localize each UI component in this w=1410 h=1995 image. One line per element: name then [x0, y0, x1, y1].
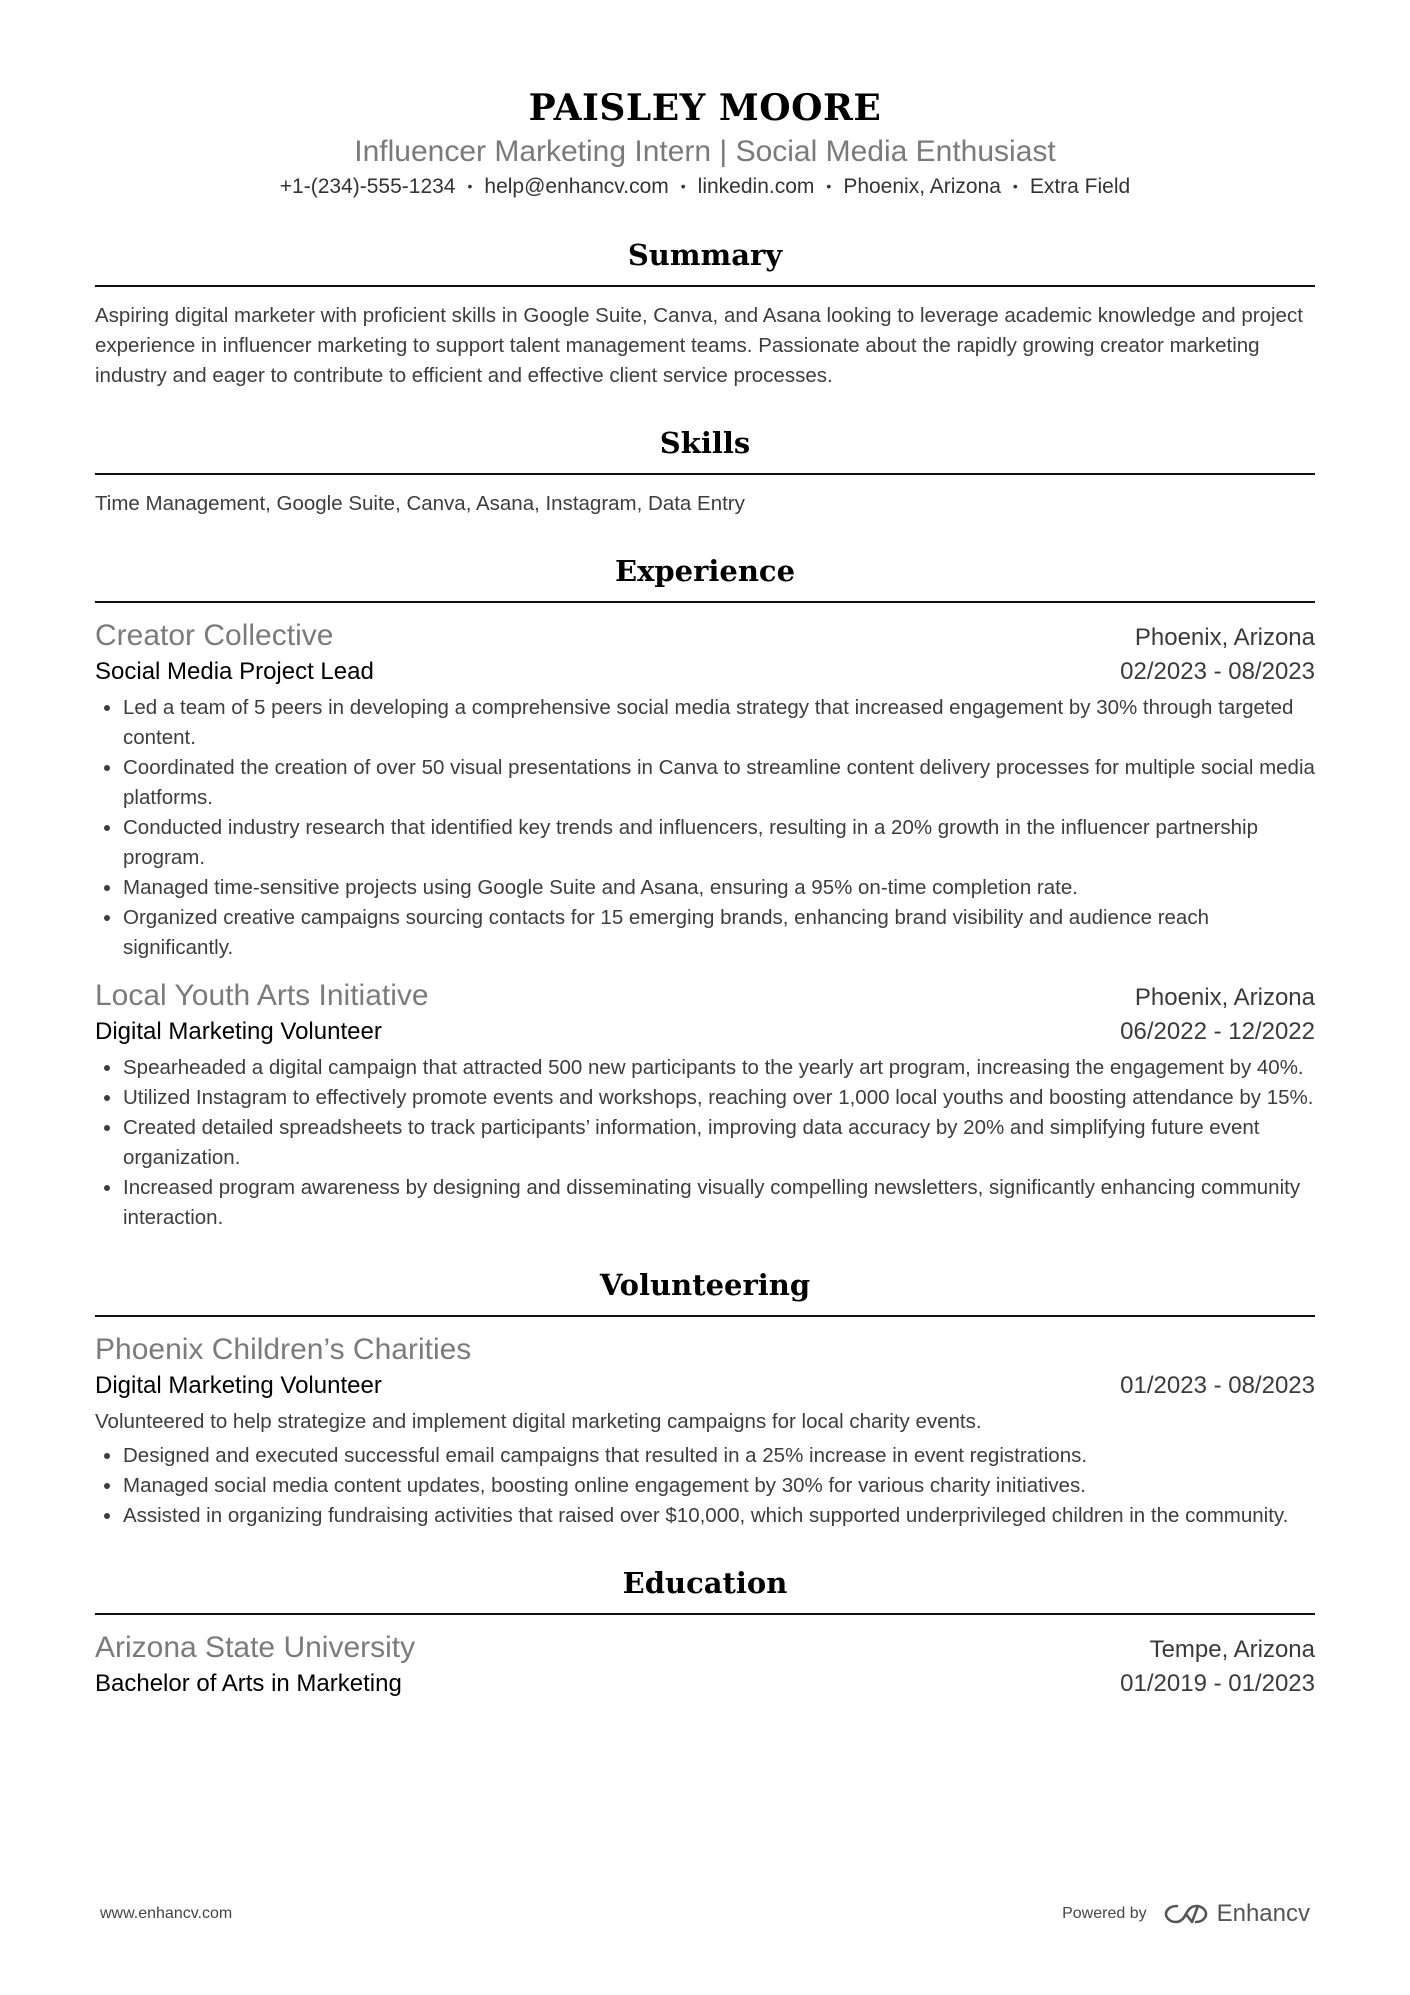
candidate-headline: Influencer Marketing Intern | Social Media Enthusiast [354, 135, 1056, 168]
section-title-experience: Experience [95, 551, 1315, 603]
entry-location: Phoenix, Arizona [1134, 984, 1315, 1011]
bullet-list [95, 693, 1315, 963]
list-item: • Spearheaded a digital campaign that attracted 500 new participants to the yearly art program, increasing the engagement by 40%. [123, 1053, 1315, 1083]
entry-location: Phoenix, Arizona [1134, 624, 1315, 651]
experience-section [95, 551, 1315, 1233]
bullet-list [95, 1053, 1315, 1233]
entry-dates: 01/2023 - 08/2023 [1120, 1372, 1315, 1399]
organization-name: Creator Collective [95, 619, 334, 652]
enhancv-logo-icon [1163, 1902, 1209, 1926]
education-section [95, 1563, 1315, 1701]
summary-text: Aspiring digital marketer with proficient skills in Google Suite, Canva, and Asana looking to leverage academic knowledge and project experience in influencer marketing to support talent management teams. Passionate about the rapidly growing creator marketing industry and eager to contribute to efficient and effective client service processes. [95, 304, 1303, 387]
degree-title: Bachelor of Arts in Marketing [95, 1670, 402, 1697]
list-item: • Utilized Instagram to effectively promote events and workshops, reaching over 1,000 local youths and boosting attendance by 15%. [123, 1083, 1315, 1113]
contact-line [95, 172, 1315, 203]
bullet-list [95, 1441, 1315, 1531]
organization-name: Phoenix Children’s Charities [95, 1333, 472, 1366]
institution-name: Arizona State University [95, 1631, 416, 1664]
list-item: • Organized creative campaigns sourcing contacts for 15 emerging brands, enhancing brand visibility and audience reach significantly. [123, 903, 1315, 963]
entry-location: Tempe, Arizona [1149, 1636, 1315, 1663]
skills-text: Time Management, Google Suite, Canva, Asana, Instagram, Data Entry [95, 492, 745, 515]
list-item: • Managed social media content updates, boosting online engagement by 30% for various charity initiatives. [123, 1471, 1315, 1501]
experience-entry [95, 977, 1315, 1233]
organization-name: Local Youth Arts Initiative [95, 979, 429, 1012]
entry-dates: 06/2022 - 12/2022 [1120, 1018, 1315, 1045]
skills-section [95, 423, 1315, 519]
volunteering-entry [95, 1331, 1315, 1531]
role-title: Digital Marketing Volunteer [95, 1018, 382, 1045]
section-title-education: Education [95, 1563, 1315, 1615]
page-footer [100, 1900, 1310, 1928]
list-item: • Created detailed spreadsheets to track participants’ information, improving data accuracy by 20% and simplifying future event organization. [123, 1113, 1315, 1173]
powered-by-label: Powered by [1062, 1905, 1147, 1922]
location: Phoenix, Arizona [843, 175, 1001, 198]
list-item: • Led a team of 5 peers in developing a comprehensive social media strategy that increased engagement by 30% through targeted content. [123, 693, 1315, 753]
footer-branding [1062, 1900, 1310, 1928]
footer-url-link[interactable]: www.enhancv.com [100, 1905, 233, 1922]
volunteering-section [95, 1265, 1315, 1531]
list-item: • Conducted industry research that identified key trends and influencers, resulting in a 20% growth in the influencer partnership program. [123, 813, 1315, 873]
phone: +1-(234)-555-1234 [279, 175, 456, 198]
entry-description: Volunteered to help strategize and implement digital marketing campaigns for local charity events. [95, 1410, 982, 1433]
extra-field: Extra Field [1029, 175, 1131, 198]
list-item: • Coordinated the creation of over 50 visual presentations in Canva to streamline content delivery processes for multiple social media platforms. [123, 753, 1315, 813]
bullet-separator: • [1012, 178, 1018, 194]
list-item: • Assisted in organizing fundraising activities that raised over $10,000, which supported underprivileged children in the community. [123, 1501, 1315, 1531]
candidate-name: PAISLEY MOORE [528, 87, 882, 129]
entry-dates: 02/2023 - 08/2023 [1120, 658, 1315, 685]
list-item: • Designed and executed successful email campaigns that resulted in a 25% increase in event registrations. [123, 1441, 1315, 1471]
bullet-separator: • [826, 178, 832, 194]
bullet-separator: • [467, 178, 473, 194]
enhancv-brand[interactable] [1163, 1900, 1310, 1928]
section-title-summary: Summary [95, 235, 1315, 287]
bullet-separator: • [680, 178, 686, 194]
experience-entry [95, 617, 1315, 963]
education-entry [95, 1629, 1315, 1701]
email-link[interactable]: help@enhancv.com [484, 175, 669, 198]
list-item: • Managed time-sensitive projects using Google Suite and Asana, ensuring a 95% on-time completion rate. [123, 873, 1315, 903]
list-item: • Increased program awareness by designing and disseminating visually compelling newsletters, significantly enhancing community interaction. [123, 1173, 1315, 1233]
role-title: Digital Marketing Volunteer [95, 1372, 382, 1399]
section-title-volunteering: Volunteering [95, 1265, 1315, 1317]
resume-header [95, 0, 1315, 203]
brand-name: Enhancv [1216, 1900, 1310, 1927]
linkedin-link[interactable]: linkedin.com [697, 175, 815, 198]
entry-dates: 01/2019 - 01/2023 [1120, 1670, 1315, 1697]
role-title: Social Media Project Lead [95, 658, 374, 685]
section-title-skills: Skills [95, 423, 1315, 475]
summary-section [95, 235, 1315, 391]
